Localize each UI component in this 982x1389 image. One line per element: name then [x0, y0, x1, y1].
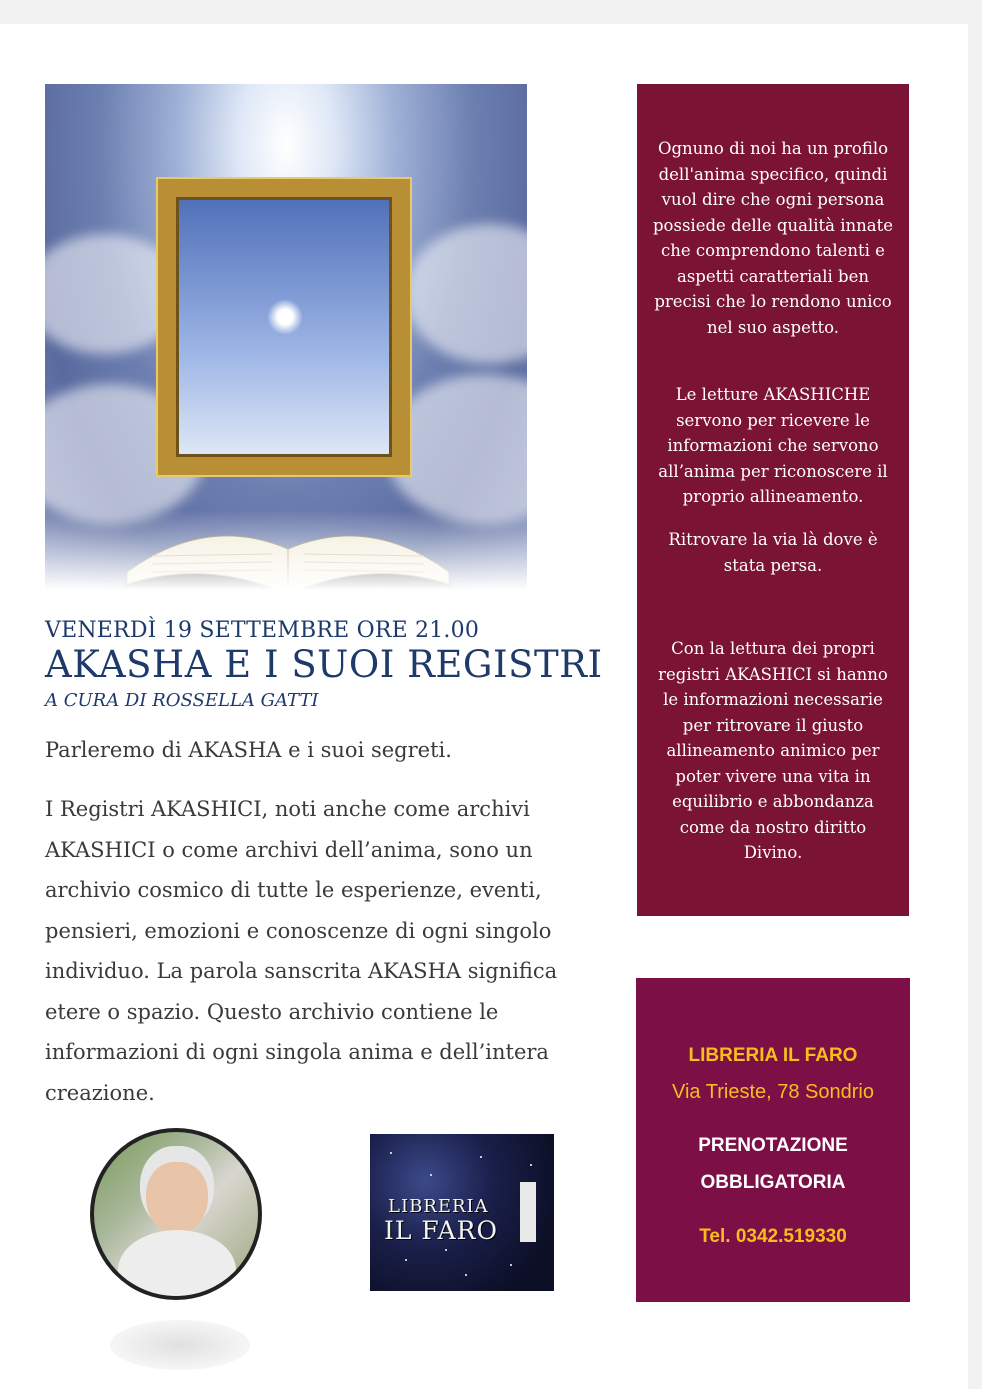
- akashic-book-image: [45, 84, 527, 590]
- libreria-il-faro-logo: [370, 1134, 554, 1291]
- star-icon: [510, 1264, 512, 1266]
- star-icon: [480, 1156, 482, 1158]
- speaker-photo: [90, 1128, 262, 1300]
- speaker-body: [118, 1230, 236, 1300]
- photo-shadow: [110, 1320, 250, 1370]
- venue-panel: [636, 978, 910, 1302]
- cloud-shape: [405, 224, 527, 364]
- event-subtitle: A CURA DI ROSSELLA GATTI: [45, 690, 319, 711]
- booking-line-1: PRENOTAZIONE: [698, 1135, 848, 1156]
- logo-line-2: IL FARO: [384, 1216, 498, 1245]
- image-bottom-fade: [45, 510, 527, 590]
- logo-line-1: LIBRERIA: [388, 1196, 489, 1217]
- event-intro: Parleremo di AKASHA e i suoi segreti.: [45, 738, 452, 762]
- star-icon: [530, 1164, 532, 1166]
- info-paragraph-3: Ritrovare la via là dove è stata persa.: [668, 530, 878, 575]
- venue-address: Via Trieste, 78 Sondrio: [672, 1081, 874, 1103]
- lighthouse-icon: [520, 1182, 536, 1242]
- star-icon: [405, 1259, 407, 1261]
- event-title: AKASHA E I SUOI REGISTRI: [45, 643, 603, 686]
- star-icon: [430, 1174, 432, 1176]
- booking-line-2: OBBLIGATORIA: [700, 1172, 846, 1193]
- star-icon: [445, 1249, 447, 1251]
- speaker-head: [146, 1162, 208, 1234]
- venue-name: LIBRERIA IL FARO: [688, 1045, 858, 1066]
- venue-phone: Tel. 0342.519330: [699, 1226, 847, 1247]
- event-description: I Registri AKASHICI, noti anche come archivi AKASHICI o come archivi dell’anima, sono un archivio cosmico di tutte le esperienze, eventi, pensieri, emozioni e conoscenze di ogni singolo individuo. La parola sanscrita AKASHA significa etere o spazio. Questo archivio contiene le informazioni di ogni singola anima e dell’intera creazione.: [45, 797, 558, 1105]
- info-paragraph-1: Ognuno di noi ha un profilo dell'anima specifico, quindi vuol dire che ogni persona possiede delle qualità innate che comprendono talenti e aspetti caratteriali ben precisi che lo rendono unico nel suo aspetto.: [653, 139, 893, 337]
- info-paragraph-2: Le letture AKASHICHE servono per ricevere le informazioni che servono all’anima per riconoscere il proprio allineamento.: [658, 385, 888, 506]
- info-paragraph-4: Con la lettura dei propri registri AKASHICI si hanno le informazioni necessarie per ritrovare il giusto allineamento animico per poter vivere una vita in equilibrio e abbondanza come da nostro diritto Divino.: [658, 639, 888, 862]
- info-panel: [637, 84, 909, 916]
- star-icon: [390, 1152, 392, 1154]
- event-date: VENERDÌ 19 SETTEMBRE ORE 21.00: [45, 618, 480, 643]
- star-icon: [465, 1274, 467, 1276]
- sun-glow: [267, 299, 303, 335]
